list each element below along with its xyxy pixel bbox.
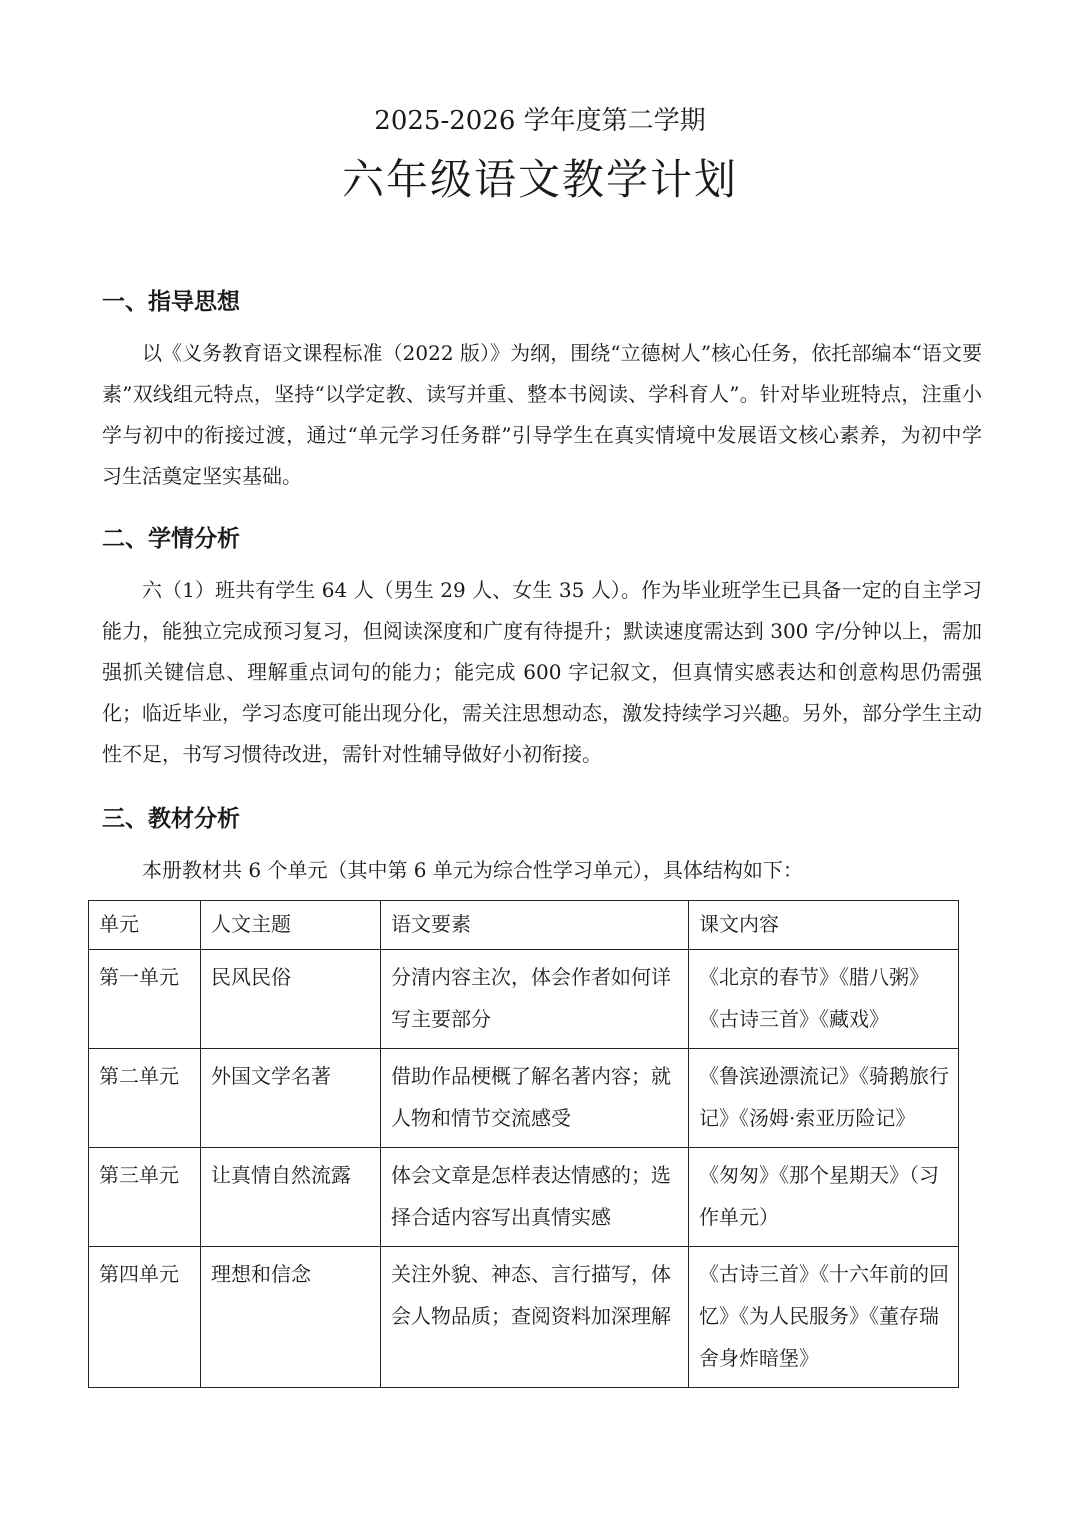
cell-lessons: 《鲁滨逊漂流记》《骑鹅旅行记》《汤姆·索亚历险记》 bbox=[689, 1049, 959, 1148]
unit-structure-table bbox=[88, 900, 959, 1388]
table-header-row bbox=[89, 901, 959, 950]
cell-lessons: 《古诗三首》《十六年前的回忆》《为人民服务》《董存瑞舍身炸暗堡》 bbox=[689, 1247, 959, 1388]
cell-elements: 分清内容主次，体会作者如何详写主要部分 bbox=[381, 950, 689, 1049]
section-heading-guiding-ideology: 一、指导思想 bbox=[102, 289, 240, 315]
cell-unit: 第三单元 bbox=[89, 1148, 201, 1247]
cell-theme: 外国文学名著 bbox=[201, 1049, 381, 1148]
header-cell-theme: 人文主题 bbox=[201, 901, 381, 950]
table-row bbox=[89, 1049, 959, 1148]
cell-theme: 理想和信念 bbox=[201, 1247, 381, 1388]
section-paragraph-textbook-analysis: 本册教材共 6 个单元（其中第 6 单元为综合性学习单元），具体结构如下： bbox=[142, 858, 803, 882]
cell-unit: 第四单元 bbox=[89, 1247, 201, 1388]
table-row bbox=[89, 1148, 959, 1247]
table-row bbox=[89, 950, 959, 1049]
section-paragraph-guiding-ideology: 以《义务教育语文课程标准（2022 版）》为纲，围绕“立德树人”核心任务，依托部编本“语文要素”双线组元特点，坚持“以学定教、读写并重、整本书阅读、学科育人”。针对毕业班特点，注重小学与初中的衔接过渡，通过“单元学习任务群”引导学生在真实情境中发展语文核心素养，为初中学习生活奠定坚实基础。 bbox=[102, 341, 982, 488]
cell-elements: 借助作品梗概了解名著内容；就人物和情节交流感受 bbox=[381, 1049, 689, 1148]
header-cell-lessons: 课文内容 bbox=[689, 901, 959, 950]
header-cell-unit: 单元 bbox=[89, 901, 201, 950]
cell-unit: 第一单元 bbox=[89, 950, 201, 1049]
cell-lessons: 《北京的春节》《腊八粥》《古诗三首》《藏戏》 bbox=[689, 950, 959, 1049]
cell-unit: 第二单元 bbox=[89, 1049, 201, 1148]
document-title: 六年级语文教学计划 bbox=[341, 155, 738, 204]
document-subtitle: 2025-2026 学年度第二学期 bbox=[374, 106, 706, 136]
cell-elements: 关注外貌、神态、言行描写，体会人物品质；查阅资料加深理解 bbox=[381, 1247, 689, 1388]
section-heading-student-analysis: 二、学情分析 bbox=[102, 526, 240, 552]
cell-theme: 让真情自然流露 bbox=[201, 1148, 381, 1247]
section-paragraph-student-analysis: 六（1）班共有学生 64 人（男生 29 人、女生 35 人）。作为毕业班学生已具备一定的自主学习能力，能独立完成预习复习，但阅读深度和广度有待提升；默读速度需达到 300 字/分钟以上，需加强抓关键信息、理解重点词句的能力；能完成 600 字记叙文，但真情实感表达和创意构思仍需强化；临近毕业，学习态度可能出现分化，需关注思想动态，激发持续学习兴趣。另外，部分学生主动性不足，书写习惯待改进，需针对性辅导做好小初衔接。 bbox=[102, 578, 982, 766]
section-heading-textbook-analysis: 三、教材分析 bbox=[102, 806, 240, 832]
cell-lessons: 《匆匆》《那个星期天》（习作单元） bbox=[689, 1148, 959, 1247]
cell-elements: 体会文章是怎样表达情感的；选择合适内容写出真情实感 bbox=[381, 1148, 689, 1247]
table-row bbox=[89, 1247, 959, 1388]
header-cell-elements: 语文要素 bbox=[381, 901, 689, 950]
cell-theme: 民风民俗 bbox=[201, 950, 381, 1049]
